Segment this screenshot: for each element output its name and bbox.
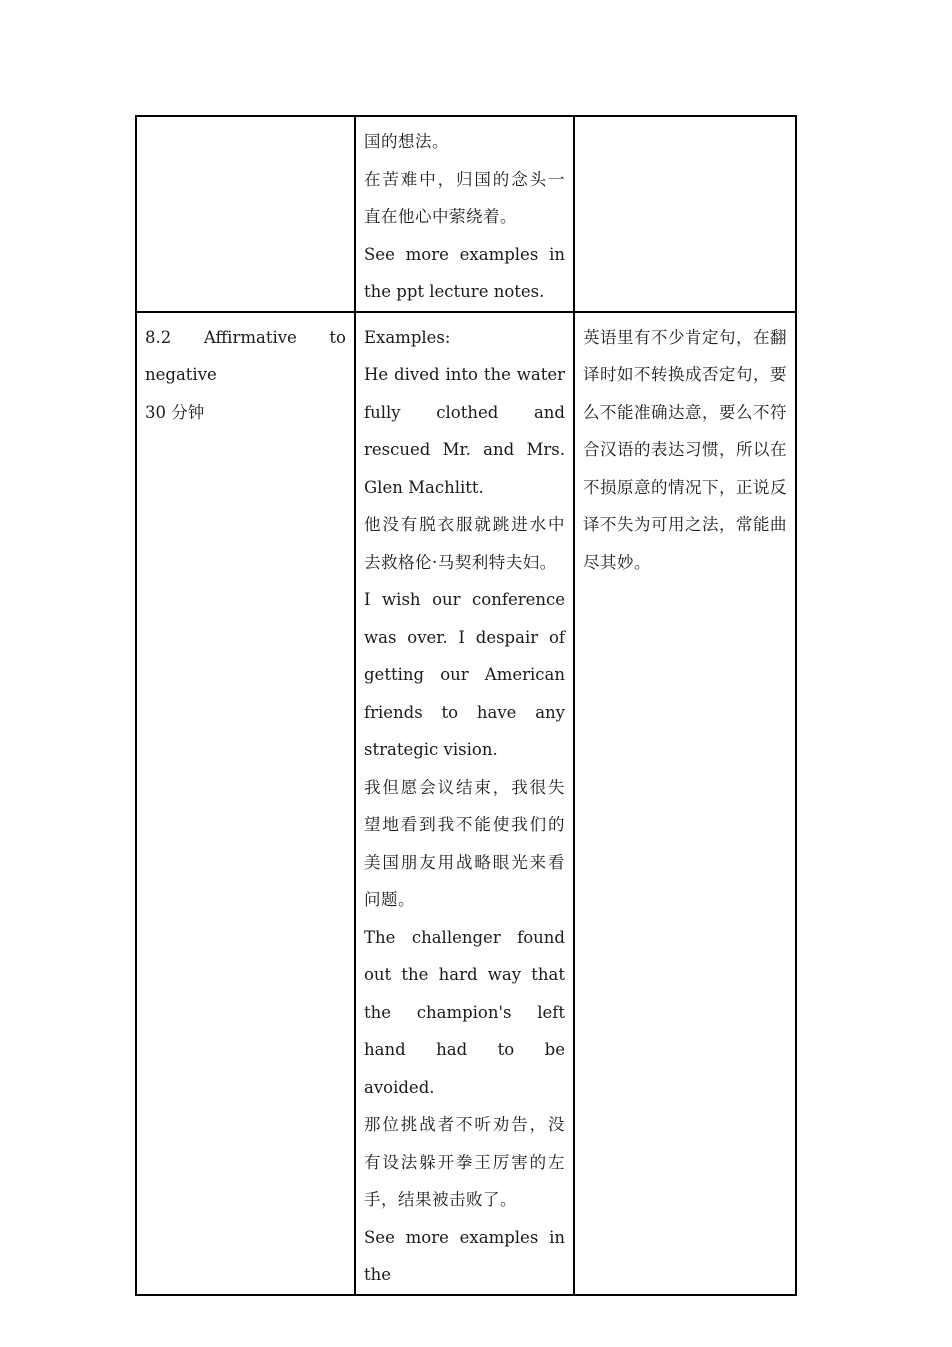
translation-note: 英语里有不少肯定句，在翻译时如不转换成否定句，要么不能准确达意，要么不符合汉语的表达习惯，所以在不损原意的情况下，正说反译不失为可用之法，常能曲尽其妙。 xyxy=(583,327,787,572)
cell-topic xyxy=(136,312,355,1295)
example-zh: 在苦难中，归国的念头一直在他心中萦绕着。 xyxy=(364,169,565,226)
table-row xyxy=(136,116,796,312)
cell-examples xyxy=(355,312,574,1295)
example-zh: 我但愿会议结束，我很失望地看到我不能使我们的美国朋友用战略眼光来看问题。 xyxy=(364,777,565,909)
example-en: He dived into the water fully clothed and rescued Mr. and Mrs. Glen Machlitt. xyxy=(364,365,565,497)
cell-notes xyxy=(574,116,796,312)
example-zh-continued: 国的想法。 xyxy=(364,132,449,151)
section-title-continued: negative xyxy=(145,365,217,384)
example-en: I wish our conference was over. I despair of getting our American friends to have any strategic vision. xyxy=(364,590,565,759)
example-zh: 他没有脱衣服就跳进水中去救格伦·马契利特夫妇。 xyxy=(364,515,565,572)
more-examples-note: See more examples in the xyxy=(364,1227,565,1284)
cell-notes xyxy=(574,312,796,1295)
cell-examples xyxy=(355,116,574,312)
examples-heading: Examples: xyxy=(364,327,451,347)
duration: 30 分钟 xyxy=(145,402,205,422)
example-en: The challenger found out the hard way that the champion's left hand had to be avoided. xyxy=(364,927,565,1097)
table-row xyxy=(136,312,796,1295)
section-title: 8.2 Affirmative to xyxy=(145,327,346,347)
example-zh: 那位挑战者不听劝告，没有设法躲开拳王厉害的左手，结果被击败了。 xyxy=(364,1115,565,1209)
more-examples-note: See more examples in the ppt lecture notes. xyxy=(364,244,565,301)
cell-topic xyxy=(136,116,355,312)
lesson-table xyxy=(135,115,797,1296)
